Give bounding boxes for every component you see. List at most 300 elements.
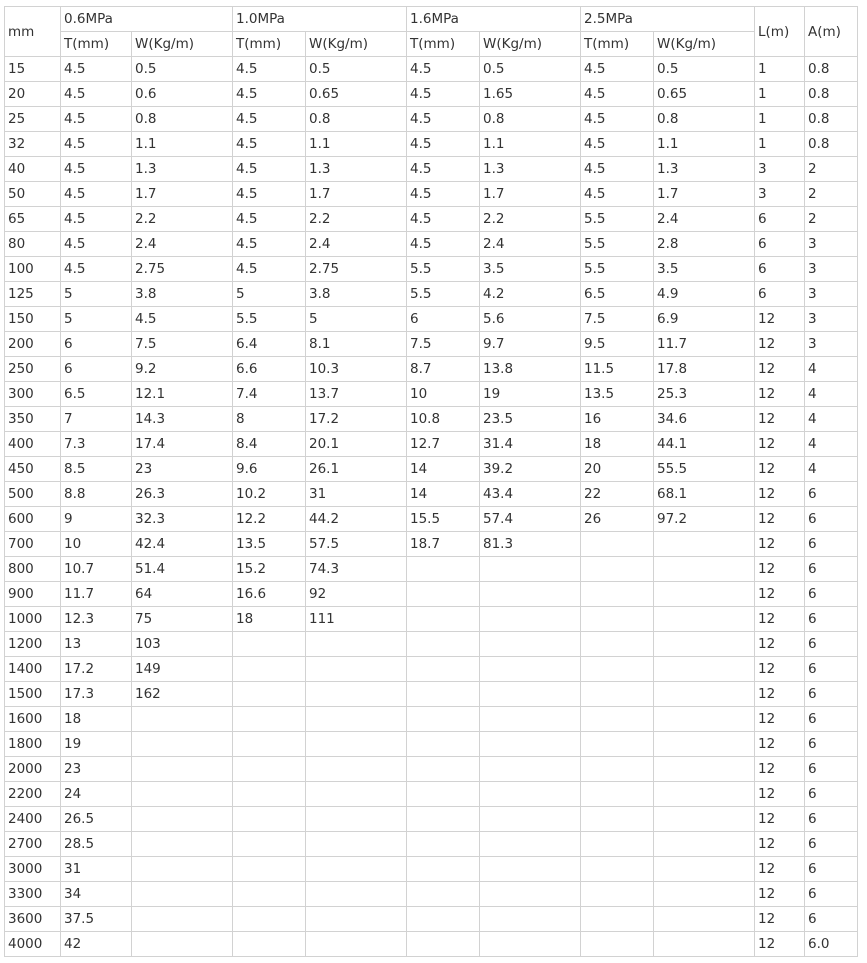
t-1-6-cell bbox=[407, 757, 480, 782]
length-cell: 3 bbox=[755, 182, 805, 207]
w-2-5-cell bbox=[654, 907, 755, 932]
w-1-6-cell bbox=[480, 632, 581, 657]
length-cell: 12 bbox=[755, 907, 805, 932]
w-1-6-cell: 13.8 bbox=[480, 357, 581, 382]
dn-cell: 400 bbox=[5, 432, 61, 457]
t-0-6-cell: 6 bbox=[61, 357, 132, 382]
w-1-6-cell bbox=[480, 857, 581, 882]
w-1-6-cell: 57.4 bbox=[480, 507, 581, 532]
w-1-0-cell bbox=[306, 707, 407, 732]
t-1-6-cell bbox=[407, 557, 480, 582]
a-cell: 6 bbox=[805, 807, 858, 832]
t-2-5-cell: 13.5 bbox=[581, 382, 654, 407]
w-1-6-cell: 1.65 bbox=[480, 82, 581, 107]
t-0-6-cell: 4.5 bbox=[61, 232, 132, 257]
t-1-0-cell: 15.2 bbox=[233, 557, 306, 582]
dn-cell: 15 bbox=[5, 57, 61, 82]
w-2-5-cell: 17.8 bbox=[654, 357, 755, 382]
t-1-0-cell: 18 bbox=[233, 607, 306, 632]
t-2-5-cell: 20 bbox=[581, 457, 654, 482]
t-0-6-cell: 7.3 bbox=[61, 432, 132, 457]
a-cell: 6.0 bbox=[805, 932, 858, 957]
w-1-6-cell bbox=[480, 832, 581, 857]
length-cell: 12 bbox=[755, 307, 805, 332]
t-2-5-cell bbox=[581, 857, 654, 882]
dn-cell: 80 bbox=[5, 232, 61, 257]
a-cell: 0.8 bbox=[805, 107, 858, 132]
t-1-6-cell: 4.5 bbox=[407, 82, 480, 107]
w-1-6-cell: 3.5 bbox=[480, 257, 581, 282]
t-1-0-cell: 4.5 bbox=[233, 232, 306, 257]
w-1-0-cell: 111 bbox=[306, 607, 407, 632]
length-cell: 6 bbox=[755, 282, 805, 307]
t-1-0-cell bbox=[233, 932, 306, 957]
dn-cell: 1500 bbox=[5, 682, 61, 707]
w-1-6-cell: 1.1 bbox=[480, 132, 581, 157]
w-2-5-cell: 68.1 bbox=[654, 482, 755, 507]
table-row bbox=[5, 132, 858, 157]
t-0-6-cell: 18 bbox=[61, 707, 132, 732]
table-row bbox=[5, 932, 858, 957]
w-2-5-cell: 44.1 bbox=[654, 432, 755, 457]
table-row bbox=[5, 107, 858, 132]
a-cell: 6 bbox=[805, 757, 858, 782]
table-row bbox=[5, 382, 858, 407]
table-row bbox=[5, 907, 858, 932]
t-0-6-cell: 4.5 bbox=[61, 57, 132, 82]
t-1-0-cell: 12.2 bbox=[233, 507, 306, 532]
w-0-6-cell: 4.5 bbox=[132, 307, 233, 332]
table-body bbox=[5, 57, 858, 957]
dn-cell: 800 bbox=[5, 557, 61, 582]
w-1-6-cell: 23.5 bbox=[480, 407, 581, 432]
a-cell: 6 bbox=[805, 557, 858, 582]
w-2-5-cell: 34.6 bbox=[654, 407, 755, 432]
w-0-6-cell: 32.3 bbox=[132, 507, 233, 532]
w-2-5-cell bbox=[654, 782, 755, 807]
t-0-6-cell: 4.5 bbox=[61, 182, 132, 207]
t-1-0-cell bbox=[233, 907, 306, 932]
a-cell: 4 bbox=[805, 382, 858, 407]
table-row bbox=[5, 832, 858, 857]
t-1-0-cell bbox=[233, 707, 306, 732]
w-1-0-cell bbox=[306, 682, 407, 707]
w-0-6-cell: 2.2 bbox=[132, 207, 233, 232]
t-1-6-cell bbox=[407, 807, 480, 832]
dn-cell: 4000 bbox=[5, 932, 61, 957]
a-cell: 4 bbox=[805, 407, 858, 432]
t-1-6-cell bbox=[407, 932, 480, 957]
table-row bbox=[5, 82, 858, 107]
w-2-5-cell bbox=[654, 607, 755, 632]
w-2-5-cell bbox=[654, 857, 755, 882]
w-1-6-cell bbox=[480, 757, 581, 782]
w-1-0-cell bbox=[306, 732, 407, 757]
dn-cell: 450 bbox=[5, 457, 61, 482]
a-cell: 6 bbox=[805, 857, 858, 882]
w-0-6-cell: 1.3 bbox=[132, 157, 233, 182]
table-row bbox=[5, 357, 858, 382]
w-1-0-cell bbox=[306, 907, 407, 932]
length-cell: 12 bbox=[755, 382, 805, 407]
a-cell: 6 bbox=[805, 682, 858, 707]
dn-cell: 2000 bbox=[5, 757, 61, 782]
t-0-6-cell: 13 bbox=[61, 632, 132, 657]
pressure-header-1-0: 1.0MPa bbox=[233, 7, 407, 32]
length-cell: 12 bbox=[755, 607, 805, 632]
t-1-6-cell bbox=[407, 682, 480, 707]
w-1-6-cell bbox=[480, 682, 581, 707]
w-0-6-cell: 7.5 bbox=[132, 332, 233, 357]
t-1-6-cell: 14 bbox=[407, 457, 480, 482]
w-1-6-cell: 0.8 bbox=[480, 107, 581, 132]
w-0-6-cell: 162 bbox=[132, 682, 233, 707]
w-1-6-cell bbox=[480, 607, 581, 632]
w-1-0-cell: 1.3 bbox=[306, 157, 407, 182]
t-1-0-cell bbox=[233, 807, 306, 832]
a-cell: 3 bbox=[805, 232, 858, 257]
t-0-6-cell: 28.5 bbox=[61, 832, 132, 857]
w-0-6-cell: 1.7 bbox=[132, 182, 233, 207]
w-2-5-cell: 97.2 bbox=[654, 507, 755, 532]
w-1-0-cell: 1.7 bbox=[306, 182, 407, 207]
w-1-0-cell bbox=[306, 757, 407, 782]
dn-cell: 300 bbox=[5, 382, 61, 407]
table-row bbox=[5, 457, 858, 482]
w-0-6-cell: 23 bbox=[132, 457, 233, 482]
w-1-6-cell: 2.4 bbox=[480, 232, 581, 257]
w-2-5-cell: 0.8 bbox=[654, 107, 755, 132]
table-header bbox=[5, 7, 858, 57]
w-0-6-cell: 9.2 bbox=[132, 357, 233, 382]
t-2-5-cell bbox=[581, 932, 654, 957]
t-1-6-cell: 4.5 bbox=[407, 132, 480, 157]
table-row bbox=[5, 407, 858, 432]
w-1-0-cell: 0.8 bbox=[306, 107, 407, 132]
w-2-5-cell bbox=[654, 882, 755, 907]
t-1-0-cell: 4.5 bbox=[233, 132, 306, 157]
pressure-header-0-6: 0.6MPa bbox=[61, 7, 233, 32]
t-0-6-cell: 26.5 bbox=[61, 807, 132, 832]
w-2-5-cell bbox=[654, 732, 755, 757]
t-1-0-cell bbox=[233, 882, 306, 907]
t-2-5-cell bbox=[581, 582, 654, 607]
a-cell: 6 bbox=[805, 607, 858, 632]
dn-cell: 600 bbox=[5, 507, 61, 532]
dn-cell: 3000 bbox=[5, 857, 61, 882]
length-cell: 1 bbox=[755, 57, 805, 82]
w-1-0-cell: 2.4 bbox=[306, 232, 407, 257]
t-0-6-cell: 4.5 bbox=[61, 157, 132, 182]
t-2-5-cell bbox=[581, 632, 654, 657]
w-1-6-cell: 1.3 bbox=[480, 157, 581, 182]
w-0-6-cell: 149 bbox=[132, 657, 233, 682]
weight-header: W(Kg/m) bbox=[132, 32, 233, 57]
t-1-6-cell bbox=[407, 907, 480, 932]
a-cell: 2 bbox=[805, 157, 858, 182]
table-row bbox=[5, 182, 858, 207]
table-row bbox=[5, 307, 858, 332]
t-1-6-cell: 4.5 bbox=[407, 157, 480, 182]
dn-cell: 40 bbox=[5, 157, 61, 182]
t-2-5-cell bbox=[581, 532, 654, 557]
length-cell: 3 bbox=[755, 157, 805, 182]
dn-cell: 1600 bbox=[5, 707, 61, 732]
length-cell: 1 bbox=[755, 132, 805, 157]
w-0-6-cell: 2.75 bbox=[132, 257, 233, 282]
w-2-5-cell bbox=[654, 657, 755, 682]
w-1-6-cell bbox=[480, 707, 581, 732]
dn-cell: 2200 bbox=[5, 782, 61, 807]
w-1-6-cell bbox=[480, 807, 581, 832]
w-1-6-cell: 1.7 bbox=[480, 182, 581, 207]
t-1-6-cell: 4.5 bbox=[407, 107, 480, 132]
w-2-5-cell: 4.9 bbox=[654, 282, 755, 307]
weight-header: W(Kg/m) bbox=[306, 32, 407, 57]
t-2-5-cell bbox=[581, 757, 654, 782]
t-1-6-cell: 6 bbox=[407, 307, 480, 332]
length-cell: 12 bbox=[755, 832, 805, 857]
t-2-5-cell bbox=[581, 657, 654, 682]
thickness-header: T(mm) bbox=[233, 32, 306, 57]
table-row bbox=[5, 707, 858, 732]
w-2-5-cell: 6.9 bbox=[654, 307, 755, 332]
a-cell: 6 bbox=[805, 782, 858, 807]
t-1-0-cell bbox=[233, 632, 306, 657]
w-1-6-cell bbox=[480, 882, 581, 907]
w-2-5-cell: 1.3 bbox=[654, 157, 755, 182]
length-cell: 12 bbox=[755, 357, 805, 382]
thickness-header: T(mm) bbox=[407, 32, 480, 57]
t-1-0-cell bbox=[233, 832, 306, 857]
w-1-6-cell: 9.7 bbox=[480, 332, 581, 357]
length-cell: 12 bbox=[755, 882, 805, 907]
w-2-5-cell: 1.7 bbox=[654, 182, 755, 207]
w-0-6-cell: 0.8 bbox=[132, 107, 233, 132]
a-cell: 3 bbox=[805, 257, 858, 282]
w-2-5-cell bbox=[654, 632, 755, 657]
table-row bbox=[5, 57, 858, 82]
dn-cell: 2700 bbox=[5, 832, 61, 857]
a-cell: 6 bbox=[805, 657, 858, 682]
w-1-0-cell: 31 bbox=[306, 482, 407, 507]
w-0-6-cell: 103 bbox=[132, 632, 233, 657]
w-0-6-cell bbox=[132, 832, 233, 857]
pressure-header-2-5: 2.5MPa bbox=[581, 7, 755, 32]
a-cell: 4 bbox=[805, 432, 858, 457]
t-1-6-cell: 5.5 bbox=[407, 257, 480, 282]
w-1-6-cell bbox=[480, 657, 581, 682]
a-cell: 6 bbox=[805, 507, 858, 532]
table-row bbox=[5, 782, 858, 807]
length-cell: 12 bbox=[755, 807, 805, 832]
w-0-6-cell bbox=[132, 907, 233, 932]
dn-cell: 1400 bbox=[5, 657, 61, 682]
t-0-6-cell: 4.5 bbox=[61, 82, 132, 107]
w-2-5-cell: 3.5 bbox=[654, 257, 755, 282]
t-1-0-cell: 6.4 bbox=[233, 332, 306, 357]
length-cell: 12 bbox=[755, 732, 805, 757]
weight-header: W(Kg/m) bbox=[654, 32, 755, 57]
w-1-6-cell bbox=[480, 732, 581, 757]
w-1-0-cell bbox=[306, 807, 407, 832]
t-1-6-cell bbox=[407, 657, 480, 682]
table-row bbox=[5, 557, 858, 582]
w-1-6-cell bbox=[480, 557, 581, 582]
t-2-5-cell bbox=[581, 682, 654, 707]
dn-cell: 2400 bbox=[5, 807, 61, 832]
t-1-0-cell: 6.6 bbox=[233, 357, 306, 382]
t-0-6-cell: 4.5 bbox=[61, 132, 132, 157]
w-1-0-cell: 92 bbox=[306, 582, 407, 607]
header-row-pressure bbox=[5, 7, 858, 32]
t-1-0-cell: 4.5 bbox=[233, 82, 306, 107]
length-cell: 12 bbox=[755, 857, 805, 882]
table-row bbox=[5, 332, 858, 357]
w-1-6-cell bbox=[480, 932, 581, 957]
t-1-6-cell bbox=[407, 857, 480, 882]
w-0-6-cell: 51.4 bbox=[132, 557, 233, 582]
w-1-0-cell: 57.5 bbox=[306, 532, 407, 557]
t-2-5-cell bbox=[581, 732, 654, 757]
t-2-5-cell: 5.5 bbox=[581, 257, 654, 282]
w-1-0-cell: 26.1 bbox=[306, 457, 407, 482]
table-row bbox=[5, 507, 858, 532]
table-row bbox=[5, 607, 858, 632]
length-cell: 1 bbox=[755, 107, 805, 132]
length-cell: 12 bbox=[755, 657, 805, 682]
a-cell: 6 bbox=[805, 632, 858, 657]
length-cell: 12 bbox=[755, 407, 805, 432]
pipe-spec-table bbox=[4, 6, 858, 957]
table-row bbox=[5, 532, 858, 557]
w-1-0-cell bbox=[306, 632, 407, 657]
table-row bbox=[5, 807, 858, 832]
t-0-6-cell: 34 bbox=[61, 882, 132, 907]
length-cell: 12 bbox=[755, 782, 805, 807]
table-row bbox=[5, 432, 858, 457]
t-1-0-cell bbox=[233, 657, 306, 682]
t-1-6-cell: 18.7 bbox=[407, 532, 480, 557]
a-cell: 0.8 bbox=[805, 57, 858, 82]
t-1-0-cell: 4.5 bbox=[233, 182, 306, 207]
w-0-6-cell bbox=[132, 707, 233, 732]
t-0-6-cell: 23 bbox=[61, 757, 132, 782]
dn-cell: 1200 bbox=[5, 632, 61, 657]
a-cell: 2 bbox=[805, 182, 858, 207]
dn-cell: 1800 bbox=[5, 732, 61, 757]
w-1-0-cell bbox=[306, 657, 407, 682]
t-0-6-cell: 42 bbox=[61, 932, 132, 957]
w-0-6-cell bbox=[132, 782, 233, 807]
a-cell: 6 bbox=[805, 732, 858, 757]
length-cell: 12 bbox=[755, 932, 805, 957]
a-header: A(m) bbox=[805, 7, 858, 57]
t-1-6-cell bbox=[407, 632, 480, 657]
w-2-5-cell bbox=[654, 707, 755, 732]
t-2-5-cell: 5.5 bbox=[581, 232, 654, 257]
w-1-0-cell bbox=[306, 932, 407, 957]
length-cell: 6 bbox=[755, 207, 805, 232]
w-0-6-cell bbox=[132, 857, 233, 882]
t-1-0-cell bbox=[233, 732, 306, 757]
length-header: L(m) bbox=[755, 7, 805, 57]
t-1-6-cell: 12.7 bbox=[407, 432, 480, 457]
length-cell: 12 bbox=[755, 507, 805, 532]
t-2-5-cell bbox=[581, 607, 654, 632]
t-2-5-cell: 7.5 bbox=[581, 307, 654, 332]
t-1-0-cell: 8.4 bbox=[233, 432, 306, 457]
t-2-5-cell: 4.5 bbox=[581, 132, 654, 157]
t-0-6-cell: 24 bbox=[61, 782, 132, 807]
t-0-6-cell: 4.5 bbox=[61, 107, 132, 132]
w-1-0-cell: 20.1 bbox=[306, 432, 407, 457]
t-1-0-cell bbox=[233, 682, 306, 707]
w-0-6-cell bbox=[132, 732, 233, 757]
t-2-5-cell bbox=[581, 832, 654, 857]
w-2-5-cell: 55.5 bbox=[654, 457, 755, 482]
t-0-6-cell: 8.5 bbox=[61, 457, 132, 482]
t-1-0-cell: 4.5 bbox=[233, 157, 306, 182]
length-cell: 6 bbox=[755, 257, 805, 282]
t-1-6-cell bbox=[407, 732, 480, 757]
w-0-6-cell: 0.5 bbox=[132, 57, 233, 82]
t-0-6-cell: 17.3 bbox=[61, 682, 132, 707]
t-0-6-cell: 10 bbox=[61, 532, 132, 557]
w-1-6-cell: 43.4 bbox=[480, 482, 581, 507]
t-2-5-cell bbox=[581, 807, 654, 832]
table-row bbox=[5, 207, 858, 232]
dn-cell: 32 bbox=[5, 132, 61, 157]
t-1-0-cell bbox=[233, 857, 306, 882]
t-1-6-cell bbox=[407, 832, 480, 857]
t-1-6-cell: 10 bbox=[407, 382, 480, 407]
w-0-6-cell: 64 bbox=[132, 582, 233, 607]
t-1-6-cell bbox=[407, 882, 480, 907]
w-1-6-cell: 5.6 bbox=[480, 307, 581, 332]
w-1-0-cell: 17.2 bbox=[306, 407, 407, 432]
table-row bbox=[5, 657, 858, 682]
t-0-6-cell: 5 bbox=[61, 282, 132, 307]
t-1-0-cell bbox=[233, 757, 306, 782]
length-cell: 6 bbox=[755, 232, 805, 257]
t-1-6-cell: 8.7 bbox=[407, 357, 480, 382]
w-1-0-cell: 13.7 bbox=[306, 382, 407, 407]
t-0-6-cell: 8.8 bbox=[61, 482, 132, 507]
a-cell: 4 bbox=[805, 457, 858, 482]
w-1-0-cell bbox=[306, 782, 407, 807]
w-0-6-cell bbox=[132, 807, 233, 832]
t-1-0-cell: 4.5 bbox=[233, 57, 306, 82]
w-1-6-cell: 39.2 bbox=[480, 457, 581, 482]
w-0-6-cell: 3.8 bbox=[132, 282, 233, 307]
a-cell: 3 bbox=[805, 307, 858, 332]
weight-header: W(Kg/m) bbox=[480, 32, 581, 57]
t-1-0-cell bbox=[233, 782, 306, 807]
t-2-5-cell: 4.5 bbox=[581, 57, 654, 82]
dn-cell: 3600 bbox=[5, 907, 61, 932]
a-cell: 6 bbox=[805, 832, 858, 857]
t-2-5-cell: 22 bbox=[581, 482, 654, 507]
table-row bbox=[5, 282, 858, 307]
t-1-0-cell: 5 bbox=[233, 282, 306, 307]
w-0-6-cell bbox=[132, 757, 233, 782]
w-1-6-cell: 81.3 bbox=[480, 532, 581, 557]
a-cell: 2 bbox=[805, 207, 858, 232]
table-row bbox=[5, 857, 858, 882]
pressure-header-1-6: 1.6MPa bbox=[407, 7, 581, 32]
dn-header: mm bbox=[5, 7, 61, 57]
